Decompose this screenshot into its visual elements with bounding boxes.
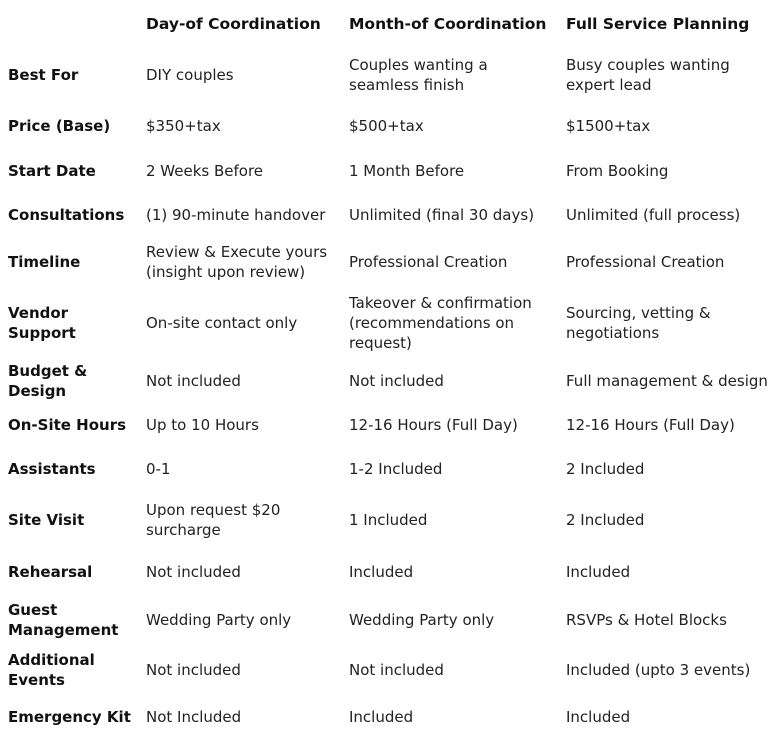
table-cell: Included	[566, 708, 631, 726]
row-label: Guest Management	[8, 601, 119, 639]
table-cell: Not included	[146, 661, 241, 679]
table-cell: 2 Included	[566, 511, 645, 529]
table-cell: Unlimited (final 30 days)	[349, 206, 535, 224]
table-row	[0, 491, 768, 549]
row-label: Vendor Support	[8, 304, 76, 342]
table-cell: Wedding Party only	[146, 611, 292, 629]
table-cell: Upon request $20 surcharge	[146, 501, 281, 539]
table-cell: Couples wanting a seamless finish	[349, 56, 488, 94]
table-cell: Not included	[146, 563, 241, 581]
row-label: Price (Base)	[8, 117, 111, 135]
table-cell: 12-16 Hours (Full Day)	[349, 416, 518, 434]
table-cell: Included	[349, 563, 414, 581]
table-cell: 2 Weeks Before	[146, 162, 264, 180]
table-row	[0, 695, 768, 739]
table-cell: $500+tax	[349, 117, 424, 135]
table-cell: 12-16 Hours (Full Day)	[566, 416, 735, 434]
table-row	[0, 287, 768, 359]
table-cell: $350+tax	[146, 117, 221, 135]
table-cell: RSVPs & Hotel Blocks	[566, 611, 727, 629]
table-row	[0, 595, 768, 645]
table-body	[0, 47, 768, 739]
table-cell: 0-1	[146, 460, 171, 478]
header-row	[0, 0, 768, 47]
table-row	[0, 193, 768, 237]
table-row	[0, 47, 768, 103]
table-cell: Included (upto 3 events)	[566, 661, 751, 679]
table-cell: Professional Creation	[566, 253, 725, 271]
table-cell: $1500+tax	[566, 117, 651, 135]
column-header-month-of: Month-of Coordination	[349, 14, 547, 33]
table-cell: Not Included	[146, 708, 242, 726]
table-cell: DIY couples	[146, 66, 234, 84]
row-label: Start Date	[8, 162, 96, 180]
table-cell: Sourcing, vetting & negotiations	[566, 304, 711, 342]
row-label: Emergency Kit	[8, 708, 131, 726]
row-label: Assistants	[8, 460, 96, 478]
table-cell: Takeover & confirmation (recommendations on request)	[349, 294, 532, 352]
table-cell: (1) 90-minute handover	[146, 206, 326, 224]
table-cell: From Booking	[566, 162, 669, 180]
table-cell: Busy couples wanting expert lead	[566, 56, 730, 94]
table-cell: Unlimited (full process)	[566, 206, 741, 224]
row-label: Site Visit	[8, 511, 85, 529]
table-cell: Included	[349, 708, 414, 726]
table-cell: Review & Execute yours (insight upon review)	[146, 243, 328, 281]
table-row	[0, 237, 768, 287]
table-row	[0, 149, 768, 193]
row-label: Consultations	[8, 206, 125, 224]
table-row	[0, 359, 768, 403]
table-cell: Professional Creation	[349, 253, 508, 271]
table-cell: On-site contact only	[146, 314, 298, 332]
table-row	[0, 103, 768, 149]
table-cell: Not included	[349, 372, 444, 390]
table-row	[0, 645, 768, 695]
table-cell: Not included	[349, 661, 444, 679]
table-cell: Wedding Party only	[349, 611, 495, 629]
table-row	[0, 403, 768, 447]
row-label: Timeline	[8, 253, 81, 271]
table-row	[0, 447, 768, 491]
table-cell: Full management & design	[566, 372, 768, 390]
row-label: Rehearsal	[8, 563, 93, 581]
table-cell: Not included	[146, 372, 241, 390]
table-cell: 1 Month Before	[349, 162, 465, 180]
table-cell: 1 Included	[349, 511, 428, 529]
row-label: Additional Events	[8, 651, 95, 689]
table-cell: Included	[566, 563, 631, 581]
table-cell: 2 Included	[566, 460, 645, 478]
table-cell: 1-2 Included	[349, 460, 443, 478]
column-header-full-service: Full Service Planning	[566, 14, 750, 33]
header-corner	[0, 0, 140, 47]
row-label: Best For	[8, 66, 79, 84]
table-cell: Up to 10 Hours	[146, 416, 259, 434]
row-label: On-Site Hours	[8, 416, 127, 434]
row-label: Budget & Design	[8, 362, 88, 400]
table-row	[0, 549, 768, 595]
column-header-day-of: Day-of Coordination	[146, 14, 321, 33]
